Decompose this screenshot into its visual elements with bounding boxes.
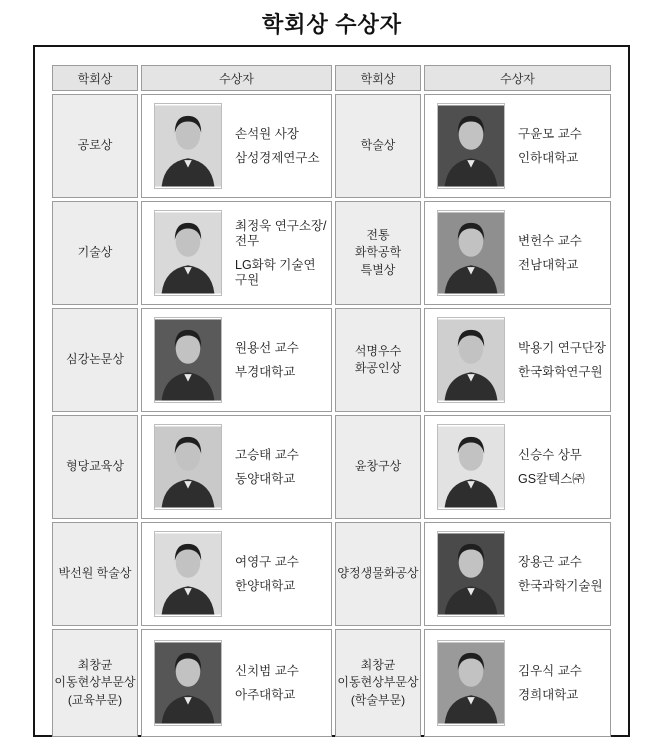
- winner-name: 구윤모 교수: [518, 126, 582, 141]
- table-row: [52, 629, 611, 737]
- winner-cell: [141, 308, 332, 412]
- award-cell: [335, 629, 421, 737]
- award-name-line: 양정생물화공상: [337, 566, 419, 581]
- award-name-line: (교육부문): [67, 692, 123, 707]
- table-row: [52, 308, 611, 412]
- winner-name: 신승수 상무: [518, 447, 582, 462]
- award-name-line: (학술부문): [350, 692, 406, 707]
- winner-name: 박용기 연구단장: [518, 340, 606, 355]
- winner-cell: [424, 522, 611, 626]
- winner-name: 원용선 교수: [235, 340, 299, 355]
- winner-cell: [424, 94, 611, 198]
- winner-name: 변헌수 교수: [518, 233, 582, 248]
- header-winner-right: 수상자: [424, 65, 611, 91]
- award-name-line: 전통: [366, 227, 390, 242]
- winner-affiliation: 동양대학교: [235, 471, 296, 486]
- award-cell: [52, 94, 138, 198]
- header-winner-left: 수상자: [141, 65, 332, 91]
- winner-name: 손석원 사장: [235, 126, 299, 141]
- awards-table: [49, 62, 614, 740]
- award-cell: [52, 522, 138, 626]
- winner-name: 여영구 교수: [235, 554, 299, 569]
- winner-affiliation: 경희대학교: [518, 687, 579, 702]
- award-cell: [335, 94, 421, 198]
- winner-affiliation: 부경대학교: [235, 364, 296, 379]
- portrait-photo: [437, 317, 505, 403]
- winner-affiliation: GS칼텍스㈜: [518, 471, 585, 486]
- award-name-line: 최창균: [77, 657, 113, 672]
- award-cell: [335, 201, 421, 305]
- award-cell: [335, 522, 421, 626]
- award-cell: [52, 201, 138, 305]
- award-name-line: 최창균: [360, 657, 396, 672]
- winner-affiliation: 전남대학교: [518, 257, 579, 272]
- winner-affiliation: LG화학 기술연구원: [235, 257, 316, 287]
- award-name-line: 화학공학: [354, 245, 402, 260]
- winner-name: 장용근 교수: [518, 554, 582, 569]
- winner-cell: [141, 201, 332, 305]
- award-name-line: 특별상: [360, 262, 396, 277]
- table-row: [52, 415, 611, 519]
- award-name-line: 박선원 학술상: [58, 566, 132, 581]
- winner-name: 고승태 교수: [235, 447, 299, 462]
- winner-cell: [141, 94, 332, 198]
- award-cell: [335, 308, 421, 412]
- winner-affiliation: 한국화학연구원: [518, 364, 603, 379]
- winner-affiliation: 아주대학교: [235, 687, 296, 702]
- award-name-line: 석명우수: [354, 343, 402, 358]
- table-frame: [33, 45, 630, 737]
- award-cell: [52, 308, 138, 412]
- header-award-right: 학회상: [335, 65, 421, 91]
- winner-affiliation: 한국과학기술원: [518, 578, 603, 593]
- portrait-photo: [154, 210, 222, 296]
- portrait-photo: [154, 317, 222, 403]
- award-cell: [335, 415, 421, 519]
- award-name-line: 화공인상: [354, 361, 402, 375]
- winner-cell: [424, 415, 611, 519]
- table-row: [52, 522, 611, 626]
- winner-affiliation: 삼성경제연구소: [235, 150, 320, 165]
- winner-cell: [141, 415, 332, 519]
- portrait-photo: [437, 640, 505, 726]
- winner-affiliation: 인하대학교: [518, 150, 579, 165]
- award-name-line: 공로상: [77, 138, 113, 153]
- table-row: [52, 201, 611, 305]
- portrait-photo: [437, 531, 505, 617]
- award-name-line: 이동현상부문상: [337, 675, 419, 690]
- award-name-line: 윤창구상: [354, 459, 402, 474]
- portrait-photo: [154, 424, 222, 510]
- header-award-left: 학회상: [52, 65, 138, 91]
- header-row: [52, 65, 611, 91]
- winner-affiliation: 한양대학교: [235, 578, 296, 593]
- portrait-photo: [437, 103, 505, 189]
- winner-cell: [141, 629, 332, 737]
- winner-name: 김우식 교수: [518, 663, 582, 678]
- award-name-line: 기술상: [77, 245, 113, 260]
- award-cell: [52, 629, 138, 737]
- portrait-photo: [154, 640, 222, 726]
- table-row: [52, 94, 611, 198]
- award-name-line: 학술상: [360, 138, 396, 153]
- portrait-photo: [154, 531, 222, 617]
- award-cell: [52, 415, 138, 519]
- award-name-line: 형당교육상: [66, 459, 124, 474]
- award-name-line: 심강논문상: [66, 352, 124, 367]
- page-title: 학회상 수상자: [261, 12, 402, 37]
- winner-cell: [424, 629, 611, 737]
- winner-cell: [141, 522, 332, 626]
- winner-name: 최정욱 연구소장/전무: [235, 218, 327, 248]
- winner-cell: [424, 308, 611, 412]
- portrait-photo: [154, 103, 222, 189]
- winner-name: 신치범 교수: [235, 663, 299, 678]
- portrait-photo: [437, 424, 505, 510]
- winner-cell: [424, 201, 611, 305]
- award-name-line: 이동현상부문상: [54, 675, 136, 690]
- portrait-photo: [437, 210, 505, 296]
